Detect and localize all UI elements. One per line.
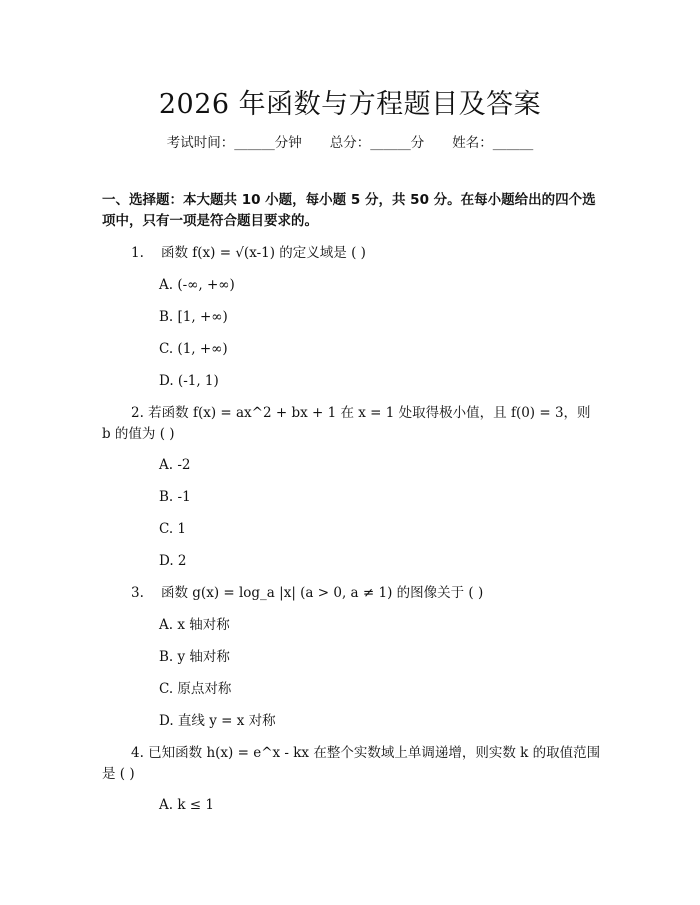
question-4-option-a: A. k ≤ 1 bbox=[159, 797, 214, 813]
question-1-option-d: D. (-1, 1) bbox=[159, 373, 219, 389]
exam-time-field: 考试时间：______分钟 bbox=[166, 135, 302, 151]
question-2-option-b: B. -1 bbox=[159, 489, 191, 505]
question-1-option-a: A. (-∞, +∞) bbox=[159, 277, 235, 293]
question-4: 4. 已知函数 h(x) = e^x - kx 在整个实数域上单调递增，则实数 k 的取值范围是 ( ) bbox=[102, 745, 601, 782]
question-3-option-a: A. x 轴对称 bbox=[159, 617, 230, 633]
question-2-option-c: C. 1 bbox=[159, 521, 187, 537]
question-3 bbox=[131, 583, 483, 604]
name-field: 姓名：______ bbox=[452, 135, 534, 151]
question-3-option-b: B. y 轴对称 bbox=[159, 649, 230, 665]
question-3-option-c: C. 原点对称 bbox=[159, 681, 232, 697]
question-number: 1. bbox=[131, 245, 144, 261]
question-1-option-c: C. (1, +∞) bbox=[159, 341, 228, 357]
question-3-option-d: D. 直线 y = x 对称 bbox=[159, 713, 276, 729]
page-title: 2026 年函数与方程题目及答案 bbox=[158, 89, 542, 120]
exam-meta bbox=[0, 131, 700, 151]
question-number: 3. bbox=[131, 585, 144, 601]
question-text: 函数 f(x) = √(x-1) 的定义域是 ( ) bbox=[161, 245, 366, 261]
section-heading: 一、选择题：本大题共 10 小题，每小题 5 分，共 50 分。在每小题给出的四个选项中，只有一项是符合题目要求的。 bbox=[102, 192, 596, 229]
total-score-field: 总分：______分 bbox=[329, 135, 425, 151]
question-1 bbox=[131, 243, 366, 264]
question-2: 2. 若函数 f(x) = ax^2 + bx + 1 在 x = 1 处取得极小值，且 f(0) = 3，则 b 的值为 ( ) bbox=[102, 405, 591, 442]
question-2-option-d: D. 2 bbox=[159, 553, 187, 569]
question-text: 函数 g(x) = log_a |x| (a > 0, a ≠ 1) 的图像关于 ( ) bbox=[161, 585, 484, 601]
question-2-option-a: A. -2 bbox=[159, 457, 191, 473]
question-1-option-b: B. [1, +∞) bbox=[159, 309, 228, 325]
